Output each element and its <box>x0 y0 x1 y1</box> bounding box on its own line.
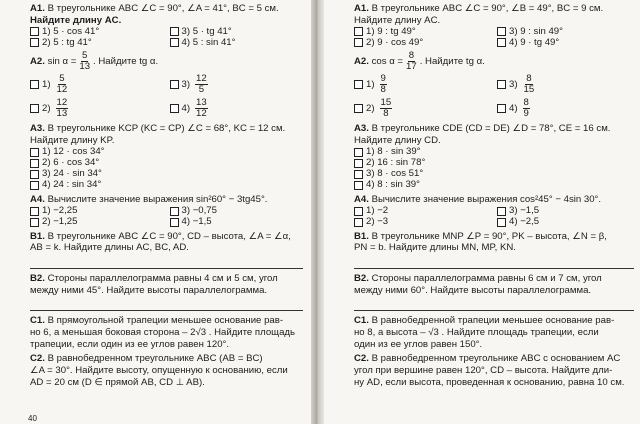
task-text: В прямоугольной трапеции меньшее основание рав- <box>47 315 284 327</box>
answer-option[interactable]: 3) 8 15 <box>497 72 634 96</box>
answer-option[interactable]: 3) 9 : sin 49° <box>497 26 634 37</box>
task-a4 <box>354 194 634 228</box>
answer-line <box>354 310 634 311</box>
task-text: В треугольнике ABC ∠C = 90°, ∠B = 49°, BC = 9 см. <box>371 3 604 14</box>
fraction: 5 12 <box>56 72 68 95</box>
task-label: С1. <box>30 315 45 327</box>
checkbox[interactable] <box>497 207 506 216</box>
fraction: 8 15 <box>523 72 535 95</box>
checkbox[interactable] <box>354 104 363 113</box>
book-spine <box>311 0 324 424</box>
answer-option[interactable]: 2) 15 8 <box>354 96 491 120</box>
task-text: Вычислите значение выражения cos²45° − 4sin 30°. <box>371 193 602 205</box>
checkbox[interactable] <box>354 218 363 227</box>
fraction: 15 8 <box>380 96 392 119</box>
task-label: А4. <box>30 193 45 205</box>
answer-option[interactable]: 1) 8 · sin 39° <box>354 147 634 158</box>
answer-line <box>30 310 303 311</box>
checkbox[interactable] <box>30 80 39 89</box>
checkbox[interactable] <box>354 27 363 36</box>
answer-option[interactable]: 2) 5 : tg 41° <box>30 37 164 48</box>
task-a3 <box>354 123 634 190</box>
answer-option[interactable]: 4) 5 : sin 41° <box>170 37 304 48</box>
fraction: 12 5 <box>196 72 207 95</box>
checkbox[interactable] <box>30 38 39 47</box>
task-text: PN = b. Найдите длины MN, MP, KN. <box>354 242 516 254</box>
fraction: 9 8 <box>380 72 386 95</box>
task-c2 <box>30 353 303 388</box>
task-b2 <box>30 273 303 296</box>
task-label: С2. <box>30 353 45 365</box>
task-b2 <box>354 273 634 296</box>
task-label: А3. <box>30 123 45 135</box>
answer-option[interactable]: 3) 24 · sin 34° <box>30 169 303 180</box>
checkbox[interactable] <box>170 207 179 216</box>
task-text: один из ее углов равен 150°. <box>354 338 483 350</box>
task-text: AD = 20 см (D ∈ прямой AB, CD ⊥ AB). <box>30 376 205 388</box>
fraction: $\frac{5}{13}$ <box>79 50 91 73</box>
task-text: В треугольнике CDE (CD = DE) ∠D = 78°, CE = 16 см. <box>371 123 611 135</box>
task-a3 <box>30 123 303 190</box>
task-c1 <box>30 315 303 350</box>
answer-option[interactable]: 1) 5 · cos 41° <box>30 26 164 37</box>
task-label: А1. <box>354 3 369 14</box>
answer-option[interactable]: 2) 16 : sin 78° <box>354 158 634 169</box>
task-text: между ними 60°. Найдите высоты параллелограмма. <box>354 284 592 296</box>
task-c1 <box>354 315 634 350</box>
checkbox[interactable] <box>30 27 39 36</box>
task-text: но 8, а высота – √3 . Найдите площадь трапеции, если <box>354 327 599 339</box>
page-number: 40 <box>28 414 37 424</box>
checkbox[interactable] <box>354 181 363 190</box>
answer-option[interactable]: 2) 9 · cos 49° <box>354 37 491 48</box>
checkbox[interactable] <box>354 159 363 168</box>
answer-option[interactable]: 1) 5 12 <box>30 72 164 96</box>
task-text: Найдите длину CD. <box>354 135 441 147</box>
checkbox[interactable] <box>170 104 179 113</box>
task-text: В треугольнике MNP ∠P = 90°, PK – высота, ∠N = β, <box>371 230 607 242</box>
answer-options <box>354 72 634 120</box>
task-text: Найдите длину AC. <box>354 14 441 26</box>
task-text: . Найдите tg α. <box>419 56 485 68</box>
answer-option[interactable]: 1) −2 <box>354 206 491 217</box>
task-label: С2. <box>354 353 369 365</box>
answer-line <box>30 268 303 269</box>
answer-options <box>354 26 634 48</box>
checkbox[interactable] <box>30 104 39 113</box>
checkbox[interactable] <box>30 207 39 216</box>
answer-option[interactable]: 2) −1,25 <box>30 217 164 228</box>
answer-options <box>30 26 303 48</box>
checkbox[interactable] <box>497 104 506 113</box>
task-text: между ними 45°. Найдите высоты параллелограмма. <box>30 284 268 296</box>
task-a1 <box>30 3 303 48</box>
checkbox[interactable] <box>170 38 179 47</box>
checkbox[interactable] <box>354 148 363 157</box>
fraction: 12 13 <box>56 96 68 119</box>
task-text: ну AD, если высота, проведенная к основанию, равна 10 см. <box>354 376 625 388</box>
fraction: $\frac{8}{17}$ <box>406 50 417 73</box>
checkbox[interactable] <box>30 159 39 168</box>
task-text: ∠A = 30°. Найдите высоту, опущенную к основанию, если <box>30 365 288 377</box>
answer-option[interactable]: 4) −1,5 <box>170 217 304 228</box>
left-page <box>0 0 311 424</box>
task-text: угол при вершине равен 120°, CD – высота. Найдите дли- <box>354 365 613 377</box>
answer-option[interactable]: 1) 12 · cos 34° <box>30 147 303 158</box>
answer-option[interactable]: 4) 24 : sin 34° <box>30 180 303 191</box>
checkbox[interactable] <box>354 80 363 89</box>
answer-option[interactable]: 1) 9 8 <box>354 72 491 96</box>
checkbox[interactable] <box>354 170 363 179</box>
task-text: Найдите длину AC. <box>30 14 122 26</box>
answer-option[interactable]: 4) 8 : sin 39° <box>354 180 634 191</box>
task-text: Найдите длину KP. <box>30 135 115 147</box>
answer-option[interactable]: 3) 5 · tg 41° <box>170 26 304 37</box>
checkbox[interactable] <box>30 170 39 179</box>
answer-option[interactable]: 3) 8 · cos 51° <box>354 169 634 180</box>
task-text: . Найдите tg α. <box>93 56 159 68</box>
task-text: sin α = <box>47 56 77 68</box>
answer-options <box>30 206 303 228</box>
task-label: С1. <box>354 315 369 327</box>
task-text: В равнобедренном треугольнике ABC (AB = BC) <box>47 353 263 365</box>
task-b1 <box>354 231 634 254</box>
task-text: В равнобедренном треугольнике ABC с основанием AC <box>371 353 621 365</box>
checkbox[interactable] <box>170 80 179 89</box>
answer-options <box>30 147 303 191</box>
task-b1 <box>30 231 303 254</box>
answer-option[interactable]: 4) 13 12 <box>170 96 304 120</box>
task-label: А3. <box>354 123 369 135</box>
task-text: AB = k. Найдите длины AC, BC, AD. <box>30 242 189 254</box>
answer-option[interactable]: 2) 6 · cos 34° <box>30 158 303 169</box>
task-label: А2. <box>354 56 369 68</box>
checkbox[interactable] <box>30 218 39 227</box>
fraction: 13 12 <box>196 96 207 119</box>
checkbox[interactable] <box>497 27 506 36</box>
task-label: А2. <box>30 56 45 68</box>
task-text: В треугольнике ABC ∠C = 90°, CD – высота, ∠A = ∠α, <box>47 230 291 242</box>
task-label: В1. <box>354 230 369 242</box>
task-label: В2. <box>30 272 45 284</box>
checkbox[interactable] <box>30 181 39 190</box>
task-a2 <box>30 51 303 120</box>
task-text: Стороны параллелограмма равны 6 см и 7 см, угол <box>371 272 602 284</box>
task-text: Стороны параллелограмма равны 4 см и 5 см, угол <box>47 272 278 284</box>
checkbox[interactable] <box>170 218 179 227</box>
task-a4 <box>30 194 303 228</box>
answer-option[interactable]: 4) 9 · tg 49° <box>497 37 634 48</box>
fraction: 8 9 <box>523 96 529 119</box>
answer-options <box>354 147 634 191</box>
task-c2 <box>354 353 634 388</box>
answer-option[interactable]: 1) −2,25 <box>30 206 164 217</box>
task-label: А1. <box>30 3 45 14</box>
answer-option[interactable]: 4) 8 9 <box>497 96 634 120</box>
checkbox[interactable] <box>497 38 506 47</box>
task-text: В треугольнике KCP (KC = CP) ∠C = 68°, KC = 12 см. <box>47 123 286 135</box>
answer-options <box>30 72 303 120</box>
checkbox[interactable] <box>497 80 506 89</box>
right-page <box>324 0 640 424</box>
checkbox[interactable] <box>170 27 179 36</box>
task-text: В равнобедренной трапеции меньшее основание рав- <box>371 315 615 327</box>
task-label: А4. <box>354 193 369 205</box>
task-text: трапеции, если один из ее углов равен 120°. <box>30 338 230 350</box>
answer-option[interactable]: 1) 9 : tg 49° <box>354 26 491 37</box>
task-text: Вычислите значение выражения sin²60° − 3tg45°. <box>47 193 268 205</box>
answer-options <box>354 206 634 228</box>
checkbox[interactable] <box>497 218 506 227</box>
answer-option[interactable]: 3) −0,75 <box>170 206 304 217</box>
task-text: В треугольнике ABC ∠C = 90°, ∠A = 41°, BC = 5 см. <box>47 3 279 14</box>
answer-option[interactable]: 4) −2,5 <box>497 217 634 228</box>
task-text: но 6, а меньшая боковая сторона – 2√3 . Найдите площадь <box>30 327 295 339</box>
task-a2 <box>354 51 634 120</box>
checkbox[interactable] <box>354 38 363 47</box>
task-text: cos α = <box>371 56 404 68</box>
checkbox[interactable] <box>30 148 39 157</box>
task-a1 <box>354 3 634 48</box>
task-label: В1. <box>30 230 45 242</box>
checkbox[interactable] <box>354 207 363 216</box>
task-label: В2. <box>354 272 369 284</box>
answer-option[interactable]: 2) 12 13 <box>30 96 164 120</box>
answer-option[interactable]: 3) 12 5 <box>170 72 304 96</box>
answer-line <box>354 268 634 269</box>
answer-option[interactable]: 2) −3 <box>354 217 491 228</box>
answer-option[interactable]: 3) −1,5 <box>497 206 634 217</box>
